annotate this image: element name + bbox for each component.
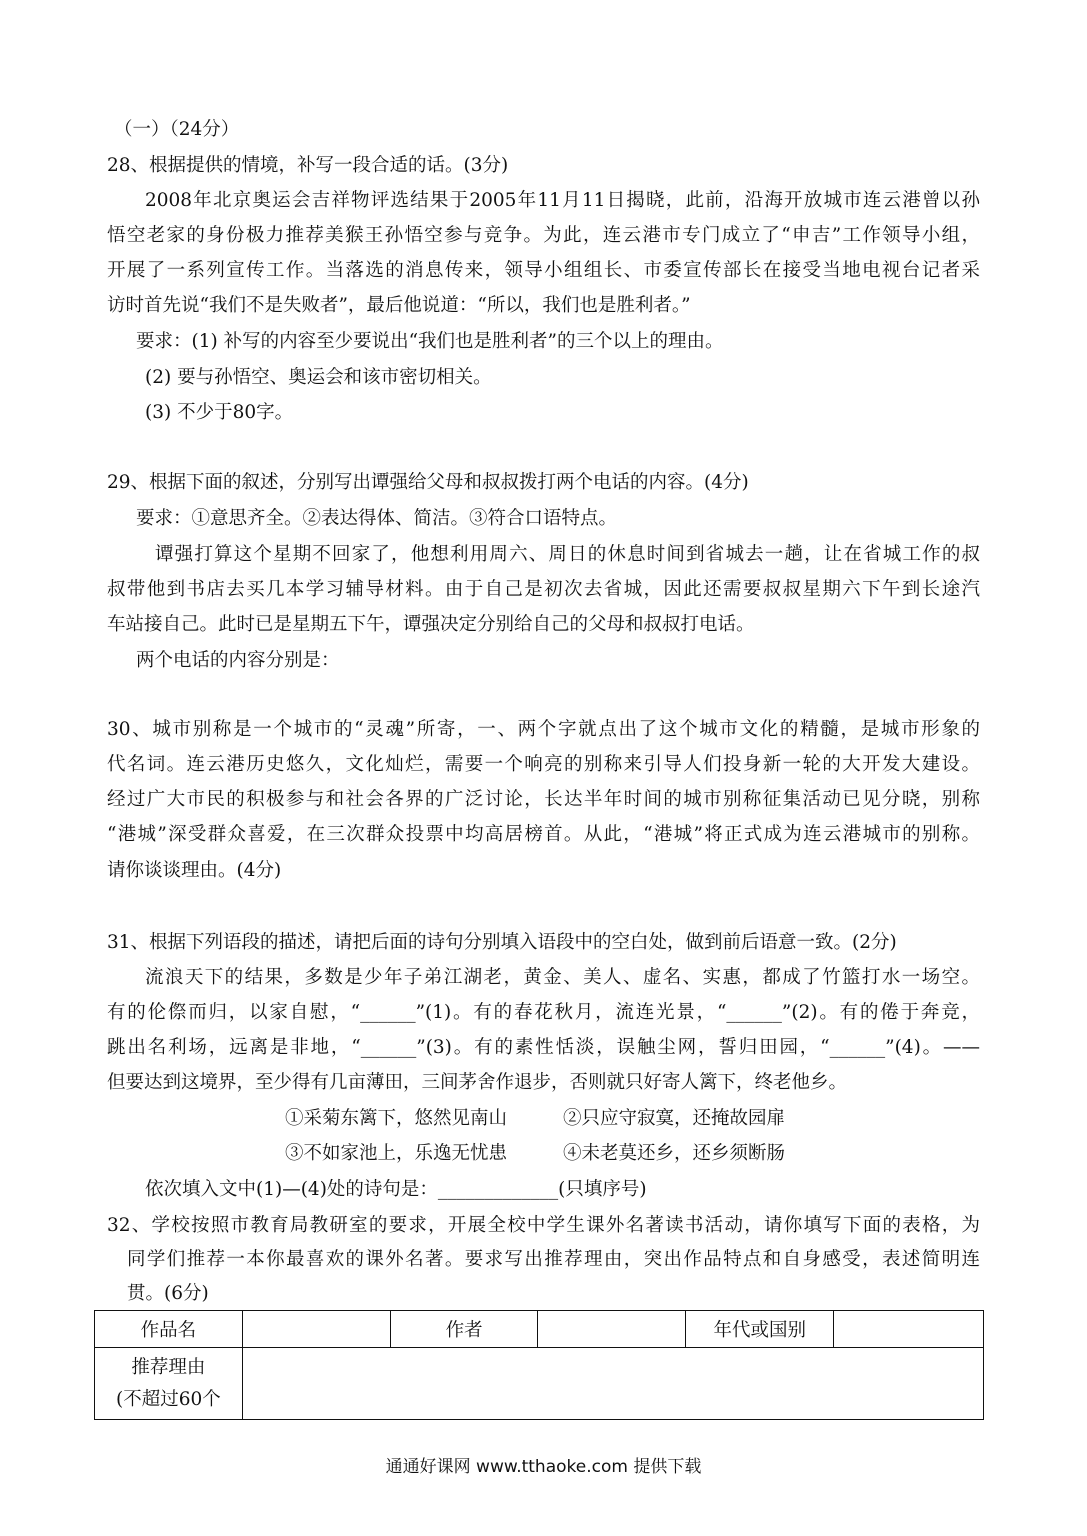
- q30-last-line: 请你谈谈理由。(4分): [107, 860, 282, 881]
- author-cell[interactable]: [538, 1311, 686, 1348]
- work-name-label: 作品名: [95, 1311, 243, 1348]
- reason-label-line1: 推荐理由: [131, 1356, 206, 1378]
- q29-prompt: 两个电话的内容分别是：: [136, 650, 340, 671]
- work-name-cell[interactable]: [242, 1311, 390, 1348]
- q31-para-line: 流浪天下的结果，多数是少年子弟江湖老，黄金、美人、虚名、实惠，都成了竹篮打水一场空。: [145, 967, 980, 988]
- q31-para-line: 但要达到这境界，至少得有几亩薄田，三间茅舍作退步，否则就只好寄人篱下，终老他乡。: [107, 1072, 848, 1093]
- q31-para-line: 跳出名利场，远离是非地，“______”(3)。有的素性恬淡，误触尘网，誓归田园，“______”(4)。——: [107, 1037, 980, 1058]
- reason-cell[interactable]: [242, 1348, 983, 1420]
- reason-label-line2: (不超过60个: [116, 1388, 221, 1410]
- q30-para-line: “港城”深受群众喜爱，在三次群众投票中均高居榜首。从此，“港城”将正式成为连云港城市的别称。: [107, 824, 980, 845]
- q31-fill-blank[interactable]: 依次填入文中(1)—(4)处的诗句是：_____________(只填序号): [145, 1179, 647, 1200]
- q30-para-line: 30、城市别称是一个城市的“灵魂”所寄，一、两个字就点出了这个城市文化的精髓，是城市形象的: [107, 719, 980, 740]
- section-header: （一）（24分）: [114, 119, 240, 140]
- era-country-label: 年代或国别: [686, 1311, 834, 1348]
- q30-para-line: 代名词。连云港历史悠久，文化灿烂，需要一个响亮的别称来引导人们投身新一轮的大开发大建设。: [107, 754, 980, 775]
- q32-line: 32、学校按照市教育局教研室的要求，开展全校中学生课外名著读书活动，请你填写下面的表格，为: [107, 1215, 980, 1236]
- recommendation-table: [94, 1310, 984, 1420]
- q32-line: 贯。(6分): [127, 1283, 209, 1304]
- q28-para-line: 访时首先说“我们不是失败者”，最后他说道：“所以，我们也是胜利者。”: [107, 295, 691, 316]
- q28-para-line: 开展了一系列宣传工作。当落选的消息传来，领导小组组长、市委宣传部长在接受当地电视台记者采: [107, 260, 980, 281]
- era-country-cell[interactable]: [834, 1311, 984, 1348]
- q29-title: 29、根据下面的叙述，分别写出谭强给父母和叔叔拨打两个电话的内容。(4分): [107, 472, 749, 493]
- footer: 通通好课网 www.tthaoke.com 提供下载: [385, 1457, 702, 1477]
- q29-para-line: 车站接自己。此时已是星期五下午，谭强决定分别给自己的父母和叔叔打电话。: [107, 614, 755, 635]
- q28-para-line: 2008年北京奥运会吉祥物评选结果于2005年11月11日揭晓，此前，沿海开放城市连云港曾以孙: [145, 190, 980, 211]
- q28-requirement: (2) 要与孙悟空、奥运会和该市密切相关。: [145, 367, 492, 388]
- author-label: 作者: [390, 1311, 538, 1348]
- q28-title: 28、根据提供的情境，补写一段合适的话。(3分): [107, 155, 509, 176]
- q31-option: ①采菊东篱下，悠然见南山: [285, 1108, 508, 1129]
- q31-title: 31、根据下列语段的描述，请把后面的诗句分别填入语段中的空白处，做到前后语意一致。(2分): [107, 932, 897, 953]
- q31-option: ②只应守寂寞，还掩故园扉: [563, 1108, 786, 1129]
- q28-requirement: 要求：(1) 补写的内容至少要说出“我们也是胜利者”的三个以上的理由。: [136, 331, 724, 352]
- q31-option: ④未老莫还乡，还乡须断肠: [563, 1143, 786, 1164]
- q29-para-line: 叔带他到书店去买几本学习辅导材料。由于自己是初次去省城，因此还需要叔叔星期六下午到长途汽: [107, 579, 980, 600]
- q31-option: ③不如家池上，乐逸无忧患: [285, 1143, 508, 1164]
- q28-requirement: (3) 不少于80字。: [145, 402, 294, 423]
- q32-line: 同学们推荐一本你最喜欢的课外名著。要求写出推荐理由，突出作品特点和自身感受，表述简明连: [127, 1249, 980, 1270]
- q30-para-line: 经过广大市民的积极参与和社会各界的广泛讨论，长达半年时间的城市别称征集活动已见分晓，别称: [107, 789, 980, 810]
- q29-para-line: 谭强打算这个星期不回家了，他想利用周六、周日的休息时间到省城去一趟，让在省城工作的叔: [155, 544, 980, 565]
- q29-requirement: 要求：①意思齐全。②表达得体、简洁。③符合口语特点。: [136, 508, 618, 529]
- q31-para-line: 有的伦傺而归，以家自慰，“______”(1)。有的春花秋月，流连光景，“______”(2)。有的倦于奔竞，: [107, 1002, 980, 1023]
- reason-label: [95, 1348, 243, 1420]
- q28-para-line: 悟空老家的身份极力推荐美猴王孙悟空参与竞争。为此，连云港市专门成立了“申吉”工作领导小组，: [107, 225, 980, 246]
